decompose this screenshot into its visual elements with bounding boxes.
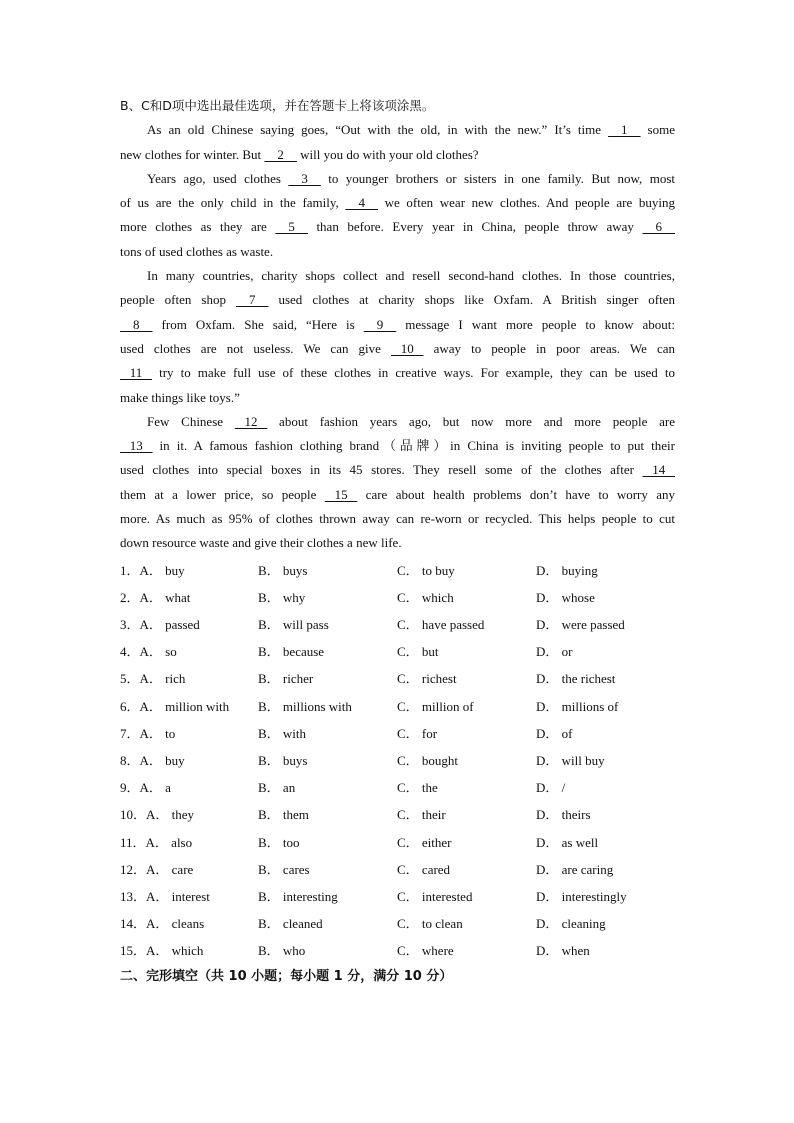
option-d: D． the richest [536, 671, 616, 687]
passage-line [120, 483, 675, 507]
passage-text: used clothes are not useless. We can give [120, 340, 391, 356]
answer-blank: 8 [120, 316, 153, 332]
option-a [120, 693, 258, 720]
option-a-text: A． passed [139, 617, 200, 633]
passage-line [120, 410, 675, 434]
option-c: C． for [397, 725, 438, 741]
passage-text: more. As much as 95% of clothes thrown away can re-worn or recycled. This helps people to cut [120, 511, 675, 527]
passage-line [120, 288, 675, 312]
passage-text: to younger brothers or sisters in one family. But now, most [320, 170, 675, 186]
passage-text: down resource waste and give their clothes a new life. [120, 535, 402, 551]
option-b: B． will pass [258, 617, 329, 633]
answer-blank: 3 [288, 170, 321, 186]
question-row [120, 720, 675, 747]
passage-line [120, 386, 675, 410]
answer-blank: 2 [264, 146, 297, 162]
answer-blank: 1 [608, 122, 641, 138]
option-a [120, 856, 258, 883]
option-b: B． buys [258, 752, 308, 768]
question-row [120, 829, 675, 856]
answer-blank: 7 [235, 292, 269, 308]
question-number: 8． [120, 752, 140, 768]
question-row [120, 693, 675, 720]
question-row [120, 910, 675, 937]
passage-text: used clothes at charity shops like Oxfam. A British singer often [268, 292, 675, 308]
passage-text: As an old Chinese saying goes, “Out with the old, in with the new.” It’s time [147, 122, 609, 138]
option-c: C． have passed [397, 617, 485, 633]
option-c: C． to clean [397, 916, 463, 932]
passage-text: from Oxfam. She said, “Here is [152, 316, 364, 332]
option-c: C． cared [397, 861, 451, 877]
answer-blank: 15 [324, 486, 358, 502]
question-row [120, 747, 675, 774]
answer-blank: 12 [234, 413, 268, 429]
passage-text: about fashion years ago, but now more and more people are [267, 413, 675, 429]
option-d: D． of [536, 725, 573, 741]
option-b: B． richer [258, 671, 314, 687]
passage-text: in it. A famous fashion clothing brand（品牌）in China is inviting people to put their [152, 438, 675, 454]
passage-text: In many countries, charity shops collect and resell second-hand clothes. In those countries, [147, 268, 675, 284]
option-c: C． to buy [397, 562, 455, 578]
passage-text: message I want more people to know about: [396, 316, 675, 332]
option-d: D． when [536, 943, 590, 959]
option-b: B． an [258, 780, 296, 796]
option-c: C． which [397, 589, 454, 605]
option-a-text: A． a [139, 780, 171, 796]
option-a [120, 910, 258, 937]
question-row [120, 774, 675, 801]
question-row [120, 801, 675, 828]
question-options [120, 557, 675, 965]
option-c: C． where [397, 943, 454, 959]
option-d: D． as well [536, 834, 599, 850]
question-number: 9． [120, 780, 140, 796]
option-a [120, 638, 258, 665]
option-b: B． with [258, 725, 307, 741]
option-d: D． theirs [536, 807, 591, 823]
passage-line [120, 458, 675, 482]
option-b: B． buys [258, 562, 308, 578]
question-number: 11． [120, 834, 146, 850]
answer-blank: 5 [275, 219, 308, 235]
answer-blank: 9 [363, 316, 397, 332]
passage-text: will you do with your old clothes? [296, 146, 479, 162]
option-d: D． whose [536, 589, 595, 605]
option-a-text: A． what [139, 589, 191, 605]
passage-text: people often shop [120, 292, 236, 308]
question-row [120, 557, 675, 584]
option-b: B． too [258, 834, 300, 850]
passage-text: we often wear new clothes. And people are buying [377, 195, 675, 211]
question-number: 3． [120, 617, 140, 633]
option-a-text: A． which [146, 943, 204, 959]
question-row [120, 584, 675, 611]
option-d: D． are caring [536, 861, 614, 877]
exam-page [120, 94, 675, 989]
option-d: D． interestingly [536, 888, 627, 904]
passage-line [120, 191, 675, 215]
option-a [120, 557, 258, 584]
passage-text: some [640, 122, 675, 138]
question-number: 4． [120, 644, 140, 660]
option-a [120, 665, 258, 692]
passage-text: them at a lower price, so people [120, 486, 325, 502]
question-row [120, 937, 675, 964]
option-a [120, 937, 258, 964]
option-b: B． because [258, 644, 325, 660]
question-number: 12． [120, 861, 147, 877]
option-a-text: A． care [146, 861, 194, 877]
question-number: 2． [120, 589, 140, 605]
passage-text: than before. Every year in China, people throw away [307, 219, 643, 235]
passage-text: of us are the only child in the family, [120, 195, 346, 211]
option-b: B． interesting [258, 888, 338, 904]
option-a-text: A． so [139, 644, 177, 660]
passage-line [120, 167, 675, 191]
option-d: D． millions of [536, 698, 619, 714]
option-a [120, 747, 258, 774]
passage-line [120, 361, 675, 385]
option-a-text: A． buy [139, 752, 185, 768]
option-c: C． either [397, 834, 452, 850]
passage-line [120, 507, 675, 531]
question-row [120, 665, 675, 692]
option-d: D． were passed [536, 617, 625, 633]
option-b: B． millions with [258, 698, 352, 714]
option-b: B． who [258, 943, 306, 959]
passage-text: Years ago, used clothes [147, 170, 289, 186]
option-a [120, 883, 258, 910]
passage-text: away to people in poor areas. We can [423, 340, 675, 356]
section-title: 二、完形填空（共 10 小题；每小题 1 分，满分 10 分） [120, 969, 453, 985]
passage-text: make things like toys.” [120, 389, 240, 405]
option-b: B． why [258, 589, 306, 605]
option-c: C． interested [397, 888, 473, 904]
answer-blank: 6 [642, 219, 675, 235]
option-d: D． buying [536, 562, 598, 578]
answer-blank: 10 [391, 340, 424, 356]
question-number: 10． [120, 807, 147, 823]
question-row [120, 856, 675, 883]
passage-text: Few Chinese [147, 413, 235, 429]
option-c: C． richest [397, 671, 457, 687]
option-a-text: A． rich [139, 671, 186, 687]
option-a-text: A． to [139, 725, 176, 741]
passage-line [120, 337, 675, 361]
passage-line [120, 531, 675, 555]
option-a [120, 720, 258, 747]
option-c: C． million of [397, 698, 474, 714]
passage-text: more clothes as they are [120, 219, 276, 235]
option-d: D． will buy [536, 752, 605, 768]
question-number: 14． [120, 916, 147, 932]
question-number: 6． [120, 698, 140, 714]
passage [120, 118, 675, 555]
question-row [120, 883, 675, 910]
option-a [120, 829, 258, 856]
option-d: D． or [536, 644, 573, 660]
option-a-text: A． also [145, 834, 193, 850]
option-c: C． bought [397, 752, 459, 768]
question-number: 5． [120, 671, 140, 687]
passage-line [120, 264, 675, 288]
passage-line [120, 240, 675, 264]
question-number: 1． [120, 562, 140, 578]
option-d: D． / [536, 780, 566, 796]
option-a-text: A． cleans [146, 916, 205, 932]
option-a [120, 611, 258, 638]
answer-blank: 4 [345, 195, 378, 211]
passage-line [120, 313, 675, 337]
option-a [120, 774, 258, 801]
question-number: 13． [120, 888, 147, 904]
answer-blank: 11 [120, 365, 153, 381]
question-number: 15． [120, 943, 147, 959]
passage-text: used clothes into special boxes in its 45 stores. They resell some of the clothes after [120, 462, 643, 478]
option-c: C． their [397, 807, 446, 823]
option-a-text: A． they [146, 807, 195, 823]
passage-text: try to make full use of these clothes in creative ways. For example, they can be used to [152, 365, 675, 381]
passage-line [120, 215, 675, 239]
question-number: 7． [120, 725, 140, 741]
option-c: C． the [397, 780, 438, 796]
passage-text: new clothes for winter. But [120, 146, 265, 162]
passage-line [120, 434, 675, 458]
passage-text: care about health problems don’t have to worry any [357, 486, 675, 502]
answer-blank: 13 [120, 438, 153, 454]
option-b: B． cleaned [258, 916, 323, 932]
option-a-text: A． million with [139, 698, 230, 714]
passage-text: tons of used clothes as waste. [120, 243, 274, 259]
option-a [120, 801, 258, 828]
option-b: B． cares [258, 861, 310, 877]
option-d: D． cleaning [536, 916, 606, 932]
option-b: B． them [258, 807, 309, 823]
option-a-text: A． interest [146, 888, 210, 904]
answer-blank: 14 [642, 462, 675, 478]
option-a-text: A． buy [139, 562, 185, 578]
section-intro: B、C和D项中选出最佳选项，并在答题卡上将该项涂黑。 [120, 98, 435, 113]
question-row [120, 638, 675, 665]
passage-line [120, 118, 675, 142]
question-row [120, 611, 675, 638]
passage-line [120, 143, 675, 167]
option-c: C． but [397, 644, 439, 660]
option-a [120, 584, 258, 611]
